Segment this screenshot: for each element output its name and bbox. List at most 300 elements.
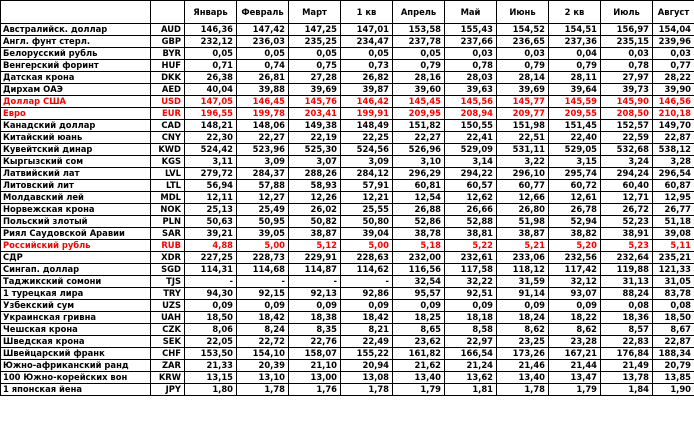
- rate-cell: 8,58: [445, 324, 497, 336]
- table-row: [1, 252, 694, 264]
- currency-code-cell: GBP: [151, 36, 185, 48]
- rate-cell: 13,47: [549, 372, 601, 384]
- rate-cell: 166,54: [445, 348, 497, 360]
- rate-cell: 18,50: [185, 312, 237, 324]
- rate-cell: 26,38: [185, 72, 237, 84]
- rate-cell: 114,68: [237, 264, 289, 276]
- table-row: [1, 240, 694, 252]
- rate-cell: 158,07: [289, 348, 341, 360]
- rate-cell: 8,62: [549, 324, 601, 336]
- rate-cell: 0,05: [237, 48, 289, 60]
- rate-cell: 50,82: [289, 216, 341, 228]
- rate-cell: 1,76: [289, 384, 341, 396]
- currency-name-cell: СДР: [1, 252, 151, 264]
- rate-cell: 38,81: [445, 228, 497, 240]
- rate-cell: 83,78: [653, 288, 694, 300]
- table-row: [1, 372, 694, 384]
- rate-cell: 284,12: [341, 168, 393, 180]
- rate-cell: 13,08: [341, 372, 393, 384]
- rate-cell: 235,25: [289, 36, 341, 48]
- rate-cell: 22,19: [289, 132, 341, 144]
- rate-cell: 60,72: [549, 180, 601, 192]
- rate-cell: 294,24: [601, 168, 653, 180]
- rate-cell: 5,20: [549, 240, 601, 252]
- currency-name-cell: Российский рубль: [1, 240, 151, 252]
- currency-code-cell: ZAR: [151, 360, 185, 372]
- rate-cell: 8,21: [341, 324, 393, 336]
- rate-cell: 13,00: [289, 372, 341, 384]
- table-row: [1, 336, 694, 348]
- currency-code-cell: TJS: [151, 276, 185, 288]
- currency-code-cell: LTL: [151, 180, 185, 192]
- rate-cell: 13,10: [237, 372, 289, 384]
- currency-name-cell: 1 японская йена: [1, 384, 151, 396]
- rate-cell: 20,39: [237, 360, 289, 372]
- rate-cell: 296,54: [653, 168, 694, 180]
- rate-cell: 12,61: [549, 192, 601, 204]
- rate-cell: 39,05: [237, 228, 289, 240]
- rate-cell: 145,90: [601, 96, 653, 108]
- rate-cell: 28,03: [445, 72, 497, 84]
- currency-name-cell: Кувейтский динар: [1, 144, 151, 156]
- rate-cell: 3,07: [289, 156, 341, 168]
- currency-name-cell: Латвийский лат: [1, 168, 151, 180]
- table-row: [1, 36, 694, 48]
- table-row: [1, 312, 694, 324]
- rate-cell: 20,94: [341, 360, 393, 372]
- rate-cell: 1,79: [549, 384, 601, 396]
- rate-cell: 26,88: [393, 204, 445, 216]
- table-row: [1, 264, 694, 276]
- rate-cell: 8,35: [289, 324, 341, 336]
- rate-cell: 28,11: [549, 72, 601, 84]
- rate-cell: 39,69: [289, 84, 341, 96]
- rate-cell: 18,42: [341, 312, 393, 324]
- rate-cell: 146,36: [185, 24, 237, 36]
- currency-name-cell: Евро: [1, 108, 151, 120]
- rate-cell: 0,79: [393, 60, 445, 72]
- currency-name-cell: Белорусский рубль: [1, 48, 151, 60]
- rate-cell: 196,55: [185, 108, 237, 120]
- rate-cell: 23,25: [497, 336, 549, 348]
- table-row: [1, 204, 694, 216]
- rate-cell: 22,41: [445, 132, 497, 144]
- table-row: [1, 324, 694, 336]
- currency-code-cell: LVL: [151, 168, 185, 180]
- currency-code-cell: CAD: [151, 120, 185, 132]
- rate-cell: 51,98: [497, 216, 549, 228]
- rate-cell: 26,82: [341, 72, 393, 84]
- rate-cell: 0,71: [185, 60, 237, 72]
- rate-cell: 39,21: [185, 228, 237, 240]
- currency-name-cell: Дирхам ОАЭ: [1, 84, 151, 96]
- currency-name-cell: Молдавский лей: [1, 192, 151, 204]
- rate-cell: 26,80: [497, 204, 549, 216]
- rate-cell: 524,42: [185, 144, 237, 156]
- currency-code-cell: JPY: [151, 384, 185, 396]
- rate-cell: 1,81: [445, 384, 497, 396]
- currency-code-cell: CZK: [151, 324, 185, 336]
- currency-name-cell: Доллар США: [1, 96, 151, 108]
- rate-cell: 22,49: [341, 336, 393, 348]
- rate-cell: 145,77: [497, 96, 549, 108]
- currency-name-cell: Сингап. доллар: [1, 264, 151, 276]
- rate-cell: 13,15: [185, 372, 237, 384]
- rate-cell: 0,09: [237, 300, 289, 312]
- rate-cell: 236,65: [497, 36, 549, 48]
- rate-cell: 21,62: [393, 360, 445, 372]
- rate-cell: 151,45: [549, 120, 601, 132]
- currency-code-cell: SGD: [151, 264, 185, 276]
- table-row: [1, 120, 694, 132]
- header-february: Февраль: [237, 1, 289, 24]
- rate-cell: 147,42: [237, 24, 289, 36]
- rate-cell: 525,30: [289, 144, 341, 156]
- rate-cell: 232,00: [393, 252, 445, 264]
- table-row: [1, 228, 694, 240]
- rate-cell: 28,22: [653, 72, 694, 84]
- rate-cell: 12,54: [393, 192, 445, 204]
- rate-cell: 22,76: [289, 336, 341, 348]
- rate-cell: 152,57: [601, 120, 653, 132]
- rate-cell: 5,21: [497, 240, 549, 252]
- rate-cell: 52,86: [393, 216, 445, 228]
- rate-cell: 145,56: [445, 96, 497, 108]
- rate-cell: 27,97: [601, 72, 653, 84]
- rate-cell: 28,16: [393, 72, 445, 84]
- currency-code-cell: UZS: [151, 300, 185, 312]
- rate-cell: 232,12: [185, 36, 237, 48]
- rate-cell: 3,14: [445, 156, 497, 168]
- rate-cell: 239,96: [653, 36, 694, 48]
- rate-cell: 232,61: [445, 252, 497, 264]
- rate-cell: 4,88: [185, 240, 237, 252]
- rate-cell: 28,14: [497, 72, 549, 84]
- rate-cell: 146,45: [237, 96, 289, 108]
- header-august: Август: [653, 1, 694, 24]
- rate-cell: 117,42: [549, 264, 601, 276]
- table-row: [1, 360, 694, 372]
- rate-cell: 18,25: [393, 312, 445, 324]
- rate-cell: 12,26: [289, 192, 341, 204]
- rate-cell: 88,24: [601, 288, 653, 300]
- rate-cell: 31,59: [497, 276, 549, 288]
- currency-code-cell: AUD: [151, 24, 185, 36]
- table-row: [1, 132, 694, 144]
- currency-code-cell: UAH: [151, 312, 185, 324]
- currency-code-cell: DKK: [151, 72, 185, 84]
- rate-cell: 0,79: [549, 60, 601, 72]
- rate-cell: 50,95: [237, 216, 289, 228]
- rate-cell: 3,24: [601, 156, 653, 168]
- rate-cell: 155,43: [445, 24, 497, 36]
- rate-cell: 147,25: [289, 24, 341, 36]
- rate-cell: 0,09: [393, 300, 445, 312]
- rate-cell: -: [341, 276, 393, 288]
- rate-cell: 210,18: [653, 108, 694, 120]
- rate-cell: 50,80: [341, 216, 393, 228]
- currency-code-cell: XDR: [151, 252, 185, 264]
- rate-cell: 25,49: [237, 204, 289, 216]
- rate-cell: 58,93: [289, 180, 341, 192]
- rate-cell: 38,82: [549, 228, 601, 240]
- rate-cell: 3,09: [341, 156, 393, 168]
- rate-cell: 1,84: [601, 384, 653, 396]
- rate-cell: 3,22: [497, 156, 549, 168]
- header-january: Январь: [185, 1, 237, 24]
- rate-cell: 199,78: [237, 108, 289, 120]
- rate-cell: 523,96: [237, 144, 289, 156]
- currency-name-cell: Литовский лит: [1, 180, 151, 192]
- table-row: [1, 24, 694, 36]
- currency-name-cell: 100 Южно-корейских вон: [1, 372, 151, 384]
- currency-code-cell: SEK: [151, 336, 185, 348]
- rate-cell: 148,06: [237, 120, 289, 132]
- rate-cell: 92,51: [445, 288, 497, 300]
- rate-cell: 38,87: [289, 228, 341, 240]
- rate-cell: 0,03: [601, 48, 653, 60]
- rate-cell: 57,88: [237, 180, 289, 192]
- rate-cell: 0,75: [289, 60, 341, 72]
- header-july: Июль: [601, 1, 653, 24]
- rate-cell: 524,56: [341, 144, 393, 156]
- rate-cell: 294,22: [445, 168, 497, 180]
- rate-cell: 22,40: [549, 132, 601, 144]
- rate-cell: 119,88: [601, 264, 653, 276]
- rate-cell: 23,62: [393, 336, 445, 348]
- header-april: Апрель: [393, 1, 445, 24]
- rate-cell: 18,24: [497, 312, 549, 324]
- rate-cell: 3,09: [237, 156, 289, 168]
- rate-cell: 8,06: [185, 324, 237, 336]
- rate-cell: 52,94: [549, 216, 601, 228]
- rate-cell: 21,10: [289, 360, 341, 372]
- currency-name-cell: Украинская гривна: [1, 312, 151, 324]
- rate-cell: 145,76: [289, 96, 341, 108]
- rate-cell: 0,77: [653, 60, 694, 72]
- rate-cell: 1,78: [497, 384, 549, 396]
- rate-cell: 0,74: [237, 60, 289, 72]
- rate-cell: 0,79: [497, 60, 549, 72]
- rate-cell: 26,72: [601, 204, 653, 216]
- rate-cell: 151,98: [497, 120, 549, 132]
- rate-cell: 232,64: [601, 252, 653, 264]
- rate-cell: 237,36: [549, 36, 601, 48]
- rate-cell: 92,13: [289, 288, 341, 300]
- rate-cell: 18,38: [289, 312, 341, 324]
- rate-cell: 22,25: [341, 132, 393, 144]
- currency-name-cell: Австралийск. доллар: [1, 24, 151, 36]
- currency-code-cell: NOK: [151, 204, 185, 216]
- rate-cell: 3,11: [185, 156, 237, 168]
- rate-cell: 22,87: [653, 336, 694, 348]
- table-row: [1, 192, 694, 204]
- rate-cell: 0,09: [497, 300, 549, 312]
- rate-cell: 153,58: [393, 24, 445, 36]
- rate-cell: 12,71: [601, 192, 653, 204]
- rate-cell: 0,05: [185, 48, 237, 60]
- rate-cell: 0,09: [289, 300, 341, 312]
- rate-cell: 5,18: [393, 240, 445, 252]
- currency-code-cell: BYR: [151, 48, 185, 60]
- rate-cell: 227,25: [185, 252, 237, 264]
- rate-cell: 22,72: [237, 336, 289, 348]
- table-row: [1, 168, 694, 180]
- table-row: [1, 96, 694, 108]
- rate-cell: 0,08: [601, 300, 653, 312]
- rate-cell: 94,30: [185, 288, 237, 300]
- rate-cell: 60,40: [601, 180, 653, 192]
- rate-cell: 114,31: [185, 264, 237, 276]
- rate-cell: 145,59: [549, 96, 601, 108]
- rate-cell: 39,88: [237, 84, 289, 96]
- rate-cell: -: [237, 276, 289, 288]
- rate-cell: 208,50: [601, 108, 653, 120]
- rate-cell: 288,26: [289, 168, 341, 180]
- rate-cell: 26,77: [653, 204, 694, 216]
- rate-cell: 234,47: [341, 36, 393, 48]
- rate-cell: 235,21: [653, 252, 694, 264]
- rate-cell: 0,05: [341, 48, 393, 60]
- currency-code-cell: EUR: [151, 108, 185, 120]
- rate-cell: 60,87: [653, 180, 694, 192]
- rate-cell: 209,77: [497, 108, 549, 120]
- table-row: [1, 348, 694, 360]
- rate-cell: 532,68: [601, 144, 653, 156]
- currency-code-cell: CHF: [151, 348, 185, 360]
- header-q2: 2 кв: [549, 1, 601, 24]
- rate-cell: 21,44: [549, 360, 601, 372]
- rate-cell: 31,05: [653, 276, 694, 288]
- rate-cell: 39,69: [497, 84, 549, 96]
- header-march: Март: [289, 1, 341, 24]
- rate-cell: 529,09: [445, 144, 497, 156]
- rate-cell: 18,18: [445, 312, 497, 324]
- table-row: [1, 156, 694, 168]
- rate-cell: 5,12: [289, 240, 341, 252]
- rate-cell: 154,10: [237, 348, 289, 360]
- rate-cell: 167,21: [549, 348, 601, 360]
- rate-cell: 3,10: [393, 156, 445, 168]
- currency-name-cell: Таджикский сомони: [1, 276, 151, 288]
- currency-name-cell: Датская крона: [1, 72, 151, 84]
- currency-name-cell: Польский злотый: [1, 216, 151, 228]
- rate-cell: 52,88: [445, 216, 497, 228]
- table-row: [1, 288, 694, 300]
- rate-cell: 1,78: [237, 384, 289, 396]
- table-row: [1, 276, 694, 288]
- rate-cell: 60,81: [393, 180, 445, 192]
- currency-name-cell: Шведская крона: [1, 336, 151, 348]
- currency-code-cell: HUF: [151, 60, 185, 72]
- rate-cell: 279,72: [185, 168, 237, 180]
- rate-cell: 38,91: [601, 228, 653, 240]
- rate-cell: 155,22: [341, 348, 393, 360]
- rate-cell: 118,12: [497, 264, 549, 276]
- rate-cell: 8,24: [237, 324, 289, 336]
- rate-cell: 147,01: [341, 24, 393, 36]
- currency-code-cell: KRW: [151, 372, 185, 384]
- rate-cell: 13,85: [653, 372, 694, 384]
- rate-cell: 13,40: [497, 372, 549, 384]
- rate-cell: 229,91: [289, 252, 341, 264]
- rate-cell: 1,79: [393, 384, 445, 396]
- rate-cell: 57,91: [341, 180, 393, 192]
- rate-cell: 148,21: [185, 120, 237, 132]
- table-row: [1, 300, 694, 312]
- rate-cell: 0,09: [549, 300, 601, 312]
- currency-name-cell: Риял Саудовской Аравии: [1, 228, 151, 240]
- header-row: [1, 1, 694, 24]
- rate-cell: 22,97: [445, 336, 497, 348]
- rate-cell: 149,38: [289, 120, 341, 132]
- rate-cell: 3,28: [653, 156, 694, 168]
- rate-cell: 8,67: [653, 324, 694, 336]
- rate-cell: 26,02: [289, 204, 341, 216]
- rate-cell: 32,12: [549, 276, 601, 288]
- rate-cell: 21,24: [445, 360, 497, 372]
- rate-cell: 199,91: [341, 108, 393, 120]
- rate-cell: 235,15: [601, 36, 653, 48]
- rate-cell: 154,04: [653, 24, 694, 36]
- rate-cell: 0,05: [393, 48, 445, 60]
- rate-cell: 93,07: [549, 288, 601, 300]
- rate-cell: 31,13: [601, 276, 653, 288]
- rate-cell: 0,08: [653, 300, 694, 312]
- currency-code-cell: USD: [151, 96, 185, 108]
- currency-name-cell: Венгерский форинт: [1, 60, 151, 72]
- rate-cell: 188,34: [653, 348, 694, 360]
- table-row: [1, 84, 694, 96]
- rate-cell: 32,54: [393, 276, 445, 288]
- currency-code-cell: AED: [151, 84, 185, 96]
- rate-cell: 39,73: [601, 84, 653, 96]
- rate-cell: 161,82: [393, 348, 445, 360]
- rate-cell: 25,55: [341, 204, 393, 216]
- rate-cell: 0,04: [549, 48, 601, 60]
- rate-cell: 296,10: [497, 168, 549, 180]
- table-body: [1, 24, 694, 396]
- rate-cell: 236,03: [237, 36, 289, 48]
- rate-cell: 23,28: [549, 336, 601, 348]
- rate-cell: 203,41: [289, 108, 341, 120]
- rate-cell: 38,87: [497, 228, 549, 240]
- rate-cell: 39,87: [341, 84, 393, 96]
- rate-cell: -: [289, 276, 341, 288]
- rate-cell: 147,05: [185, 96, 237, 108]
- rate-cell: 39,64: [549, 84, 601, 96]
- rate-cell: 8,65: [393, 324, 445, 336]
- rate-cell: 18,36: [601, 312, 653, 324]
- currency-code-cell: PLN: [151, 216, 185, 228]
- rate-cell: 526,96: [393, 144, 445, 156]
- currency-name-cell: Кыргызский сом: [1, 156, 151, 168]
- rate-cell: 12,21: [341, 192, 393, 204]
- rate-cell: 3,15: [549, 156, 601, 168]
- currency-name-cell: Норвежская крона: [1, 204, 151, 216]
- header-june: Июнь: [497, 1, 549, 24]
- rate-cell: 8,62: [497, 324, 549, 336]
- rate-cell: 56,94: [185, 180, 237, 192]
- currency-code-cell: RUB: [151, 240, 185, 252]
- rate-cell: 237,66: [445, 36, 497, 48]
- table-row: [1, 48, 694, 60]
- currency-code-cell: CNY: [151, 132, 185, 144]
- rate-cell: 176,84: [601, 348, 653, 360]
- rate-cell: 114,62: [341, 264, 393, 276]
- rate-cell: 146,56: [653, 96, 694, 108]
- rate-cell: 25,13: [185, 204, 237, 216]
